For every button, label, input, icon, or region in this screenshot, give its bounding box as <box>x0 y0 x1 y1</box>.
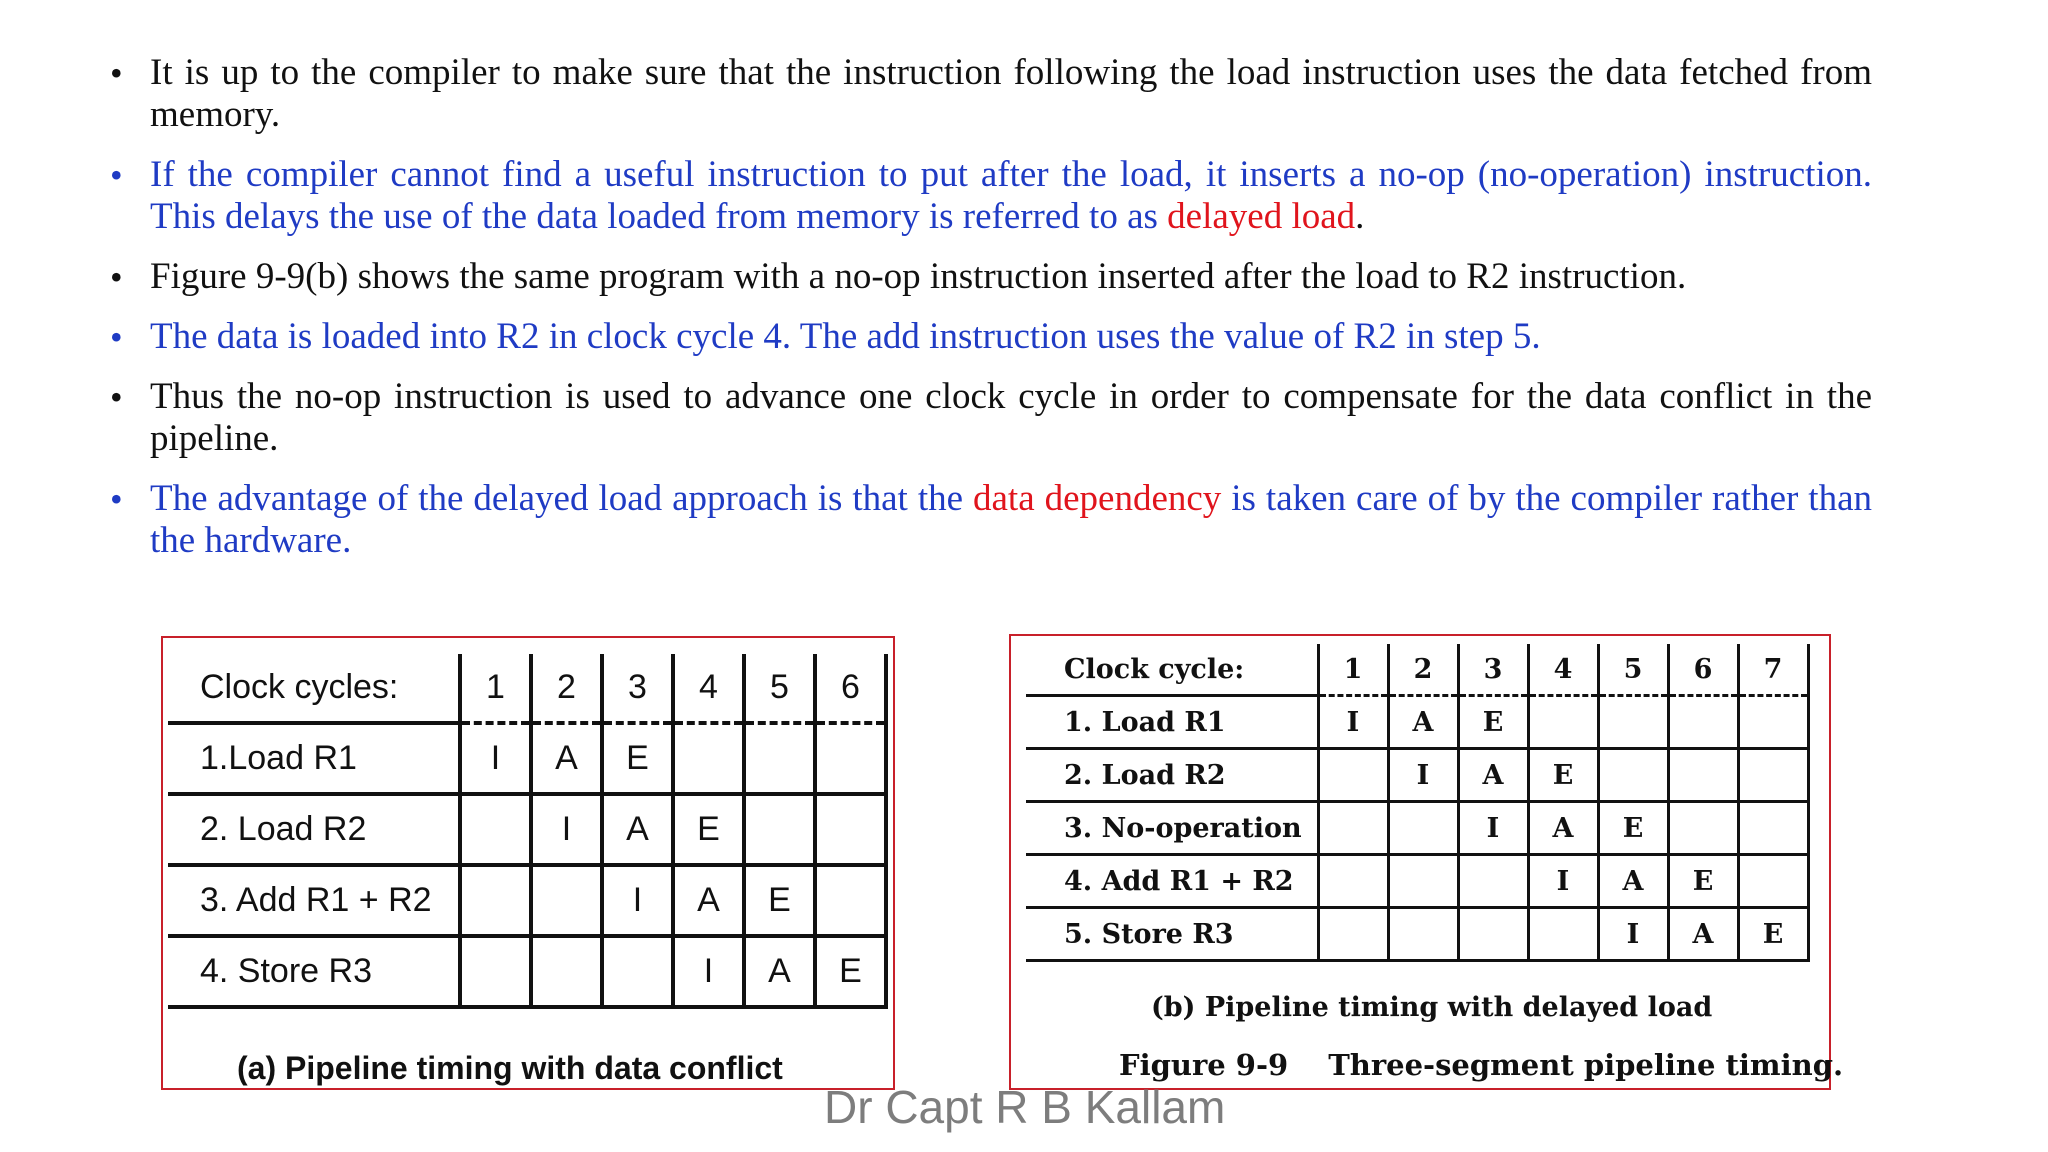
instruction-label: 3. No-operation <box>1026 802 1318 855</box>
cycle-number: 4 <box>673 654 744 723</box>
stage-cell: I <box>1458 802 1528 855</box>
cycle-number: 3 <box>1458 644 1528 696</box>
cycle-number: 6 <box>1668 644 1738 696</box>
bullet-dot: • <box>110 479 123 519</box>
bullet-item <box>100 316 1872 358</box>
stage-cell: A <box>1598 855 1668 908</box>
stage-cell <box>1668 802 1738 855</box>
stage-cell <box>1458 908 1528 961</box>
stage-cell <box>815 865 886 936</box>
instruction-row <box>168 794 886 865</box>
stage-cell <box>1318 908 1388 961</box>
stage-cell <box>673 723 744 794</box>
instruction-row <box>1026 696 1808 749</box>
stage-cell: I <box>673 936 744 1007</box>
cycle-number: 7 <box>1738 644 1808 696</box>
stage-cell <box>1738 749 1808 802</box>
cycle-number: 1 <box>1318 644 1388 696</box>
bullet-text: If the compiler cannot find a useful instruction to put after the load, it inserts a no-op (no-operation) instruction. This delays the use of the data loaded from memory is referred to as delayed load. <box>150 154 1872 237</box>
stage-cell: E <box>744 865 815 936</box>
highlight-term: data dependency <box>973 478 1222 519</box>
instruction-label: 1.Load R1 <box>168 723 460 794</box>
figure-a-caption: (a) Pipeline timing with data conflict <box>237 1050 783 1086</box>
watermark: Dr Capt R B Kallam <box>824 1081 1226 1133</box>
header-label: Clock cycle: <box>1026 644 1318 696</box>
stage-cell: I <box>460 723 531 794</box>
stage-cell: E <box>815 936 886 1007</box>
stage-cell <box>1598 749 1668 802</box>
stage-cell: A <box>1528 802 1598 855</box>
cycle-number: 2 <box>1388 644 1458 696</box>
bullet-text: The advantage of the delayed load approach is that the data dependency is taken care of by the compiler rather than the hardware. <box>150 478 1872 561</box>
stage-cell: A <box>531 723 602 794</box>
cycle-number: 1 <box>460 654 531 723</box>
cycle-number: 2 <box>531 654 602 723</box>
stage-cell: E <box>602 723 673 794</box>
bullet-text: It is up to the compiler to make sure that the instruction following the load instruction uses the data fetched from memory. <box>150 52 1872 135</box>
stage-cell <box>1528 696 1598 749</box>
stage-cell: I <box>602 865 673 936</box>
header-label: Clock cycles: <box>168 654 460 723</box>
figure-title <box>1119 1048 1843 1082</box>
figure-a-pipeline-data-conflict <box>161 636 895 1090</box>
bullet-item <box>100 376 1872 460</box>
figure-title-text: Three-segment pipeline timing. <box>1328 1048 1844 1082</box>
stage-cell <box>460 865 531 936</box>
stage-cell <box>1388 802 1458 855</box>
bullet-dot: • <box>110 377 123 417</box>
bullet-item <box>100 52 1872 136</box>
stage-cell <box>1598 696 1668 749</box>
instruction-label: 5. Store R3 <box>1026 908 1318 961</box>
stage-cell <box>460 794 531 865</box>
cycle-number: 5 <box>1598 644 1668 696</box>
stage-cell <box>460 936 531 1007</box>
instruction-label: 3. Add R1 + R2 <box>168 865 460 936</box>
cycle-number: 6 <box>815 654 886 723</box>
stage-cell <box>1738 802 1808 855</box>
bullet-list <box>100 52 1872 580</box>
pipeline-table-b <box>1026 644 1810 962</box>
instruction-label: 4. Add R1 + R2 <box>1026 855 1318 908</box>
figure-b-pipeline-delayed-load <box>1009 634 1844 1090</box>
stage-cell: A <box>1388 696 1458 749</box>
stage-cell: I <box>1598 908 1668 961</box>
stage-cell: I <box>1528 855 1598 908</box>
instruction-row <box>168 936 886 1007</box>
bullet-item <box>100 478 1872 562</box>
stage-cell: A <box>1458 749 1528 802</box>
bullet-text: Thus the no-op instruction is used to advance one clock cycle in order to compensate for the data conflict in the pipeline. <box>150 376 1872 459</box>
stage-cell: I <box>1318 696 1388 749</box>
bullet-item <box>100 256 1872 298</box>
stage-cell <box>1388 855 1458 908</box>
stage-cell: E <box>1598 802 1668 855</box>
highlight-term: delayed load <box>1167 196 1356 237</box>
cycle-number: 5 <box>744 654 815 723</box>
instruction-row <box>168 723 886 794</box>
stage-cell <box>1458 855 1528 908</box>
stage-cell: A <box>1668 908 1738 961</box>
bullet-item <box>100 154 1872 238</box>
bullet-text: The data is loaded into R2 in clock cycle 4. The add instruction uses the value of R2 in step 5. <box>150 316 1541 357</box>
stage-cell: A <box>673 865 744 936</box>
figure-b-caption: (b) Pipeline timing with delayed load <box>1151 992 1713 1023</box>
stage-cell <box>1388 908 1458 961</box>
stage-cell <box>744 794 815 865</box>
cycle-number: 3 <box>602 654 673 723</box>
stage-cell: E <box>1458 696 1528 749</box>
instruction-label: 4. Store R3 <box>168 936 460 1007</box>
figure-label: Figure 9-9 <box>1119 1048 1289 1082</box>
instruction-label: 2. Load R2 <box>168 794 460 865</box>
stage-cell <box>1318 855 1388 908</box>
stage-cell: E <box>1668 855 1738 908</box>
stage-cell <box>744 723 815 794</box>
instruction-row <box>168 865 886 936</box>
stage-cell <box>1318 802 1388 855</box>
instruction-label: 2. Load R2 <box>1026 749 1318 802</box>
cycle-number: 4 <box>1528 644 1598 696</box>
stage-cell <box>1668 749 1738 802</box>
stage-cell <box>531 865 602 936</box>
stage-cell: I <box>1388 749 1458 802</box>
bullet-text: Figure 9-9(b) shows the same program with a no-op instruction inserted after the load to R2 instruction. <box>150 256 1687 297</box>
stage-cell <box>531 936 602 1007</box>
instruction-row <box>1026 749 1808 802</box>
bullet-dot: • <box>110 53 123 93</box>
stage-cell: E <box>1528 749 1598 802</box>
pipeline-table-a <box>168 654 888 1009</box>
stage-cell <box>815 723 886 794</box>
stage-cell: A <box>744 936 815 1007</box>
instruction-label: 1. Load R1 <box>1026 696 1318 749</box>
instruction-row <box>1026 855 1808 908</box>
bullet-dot: • <box>110 155 123 195</box>
stage-cell <box>1738 696 1808 749</box>
stage-cell <box>602 936 673 1007</box>
stage-cell <box>1528 908 1598 961</box>
stage-cell: I <box>531 794 602 865</box>
instruction-row <box>1026 908 1808 961</box>
stage-cell <box>1318 749 1388 802</box>
stage-cell: E <box>1738 908 1808 961</box>
stage-cell <box>815 794 886 865</box>
stage-cell <box>1668 696 1738 749</box>
stage-cell: A <box>602 794 673 865</box>
stage-cell: E <box>673 794 744 865</box>
bullet-dot: • <box>110 257 123 297</box>
instruction-row <box>1026 802 1808 855</box>
bullet-dot: • <box>110 317 123 357</box>
table-header-row <box>1026 644 1808 696</box>
stage-cell <box>1738 855 1808 908</box>
table-header-row <box>168 654 886 723</box>
